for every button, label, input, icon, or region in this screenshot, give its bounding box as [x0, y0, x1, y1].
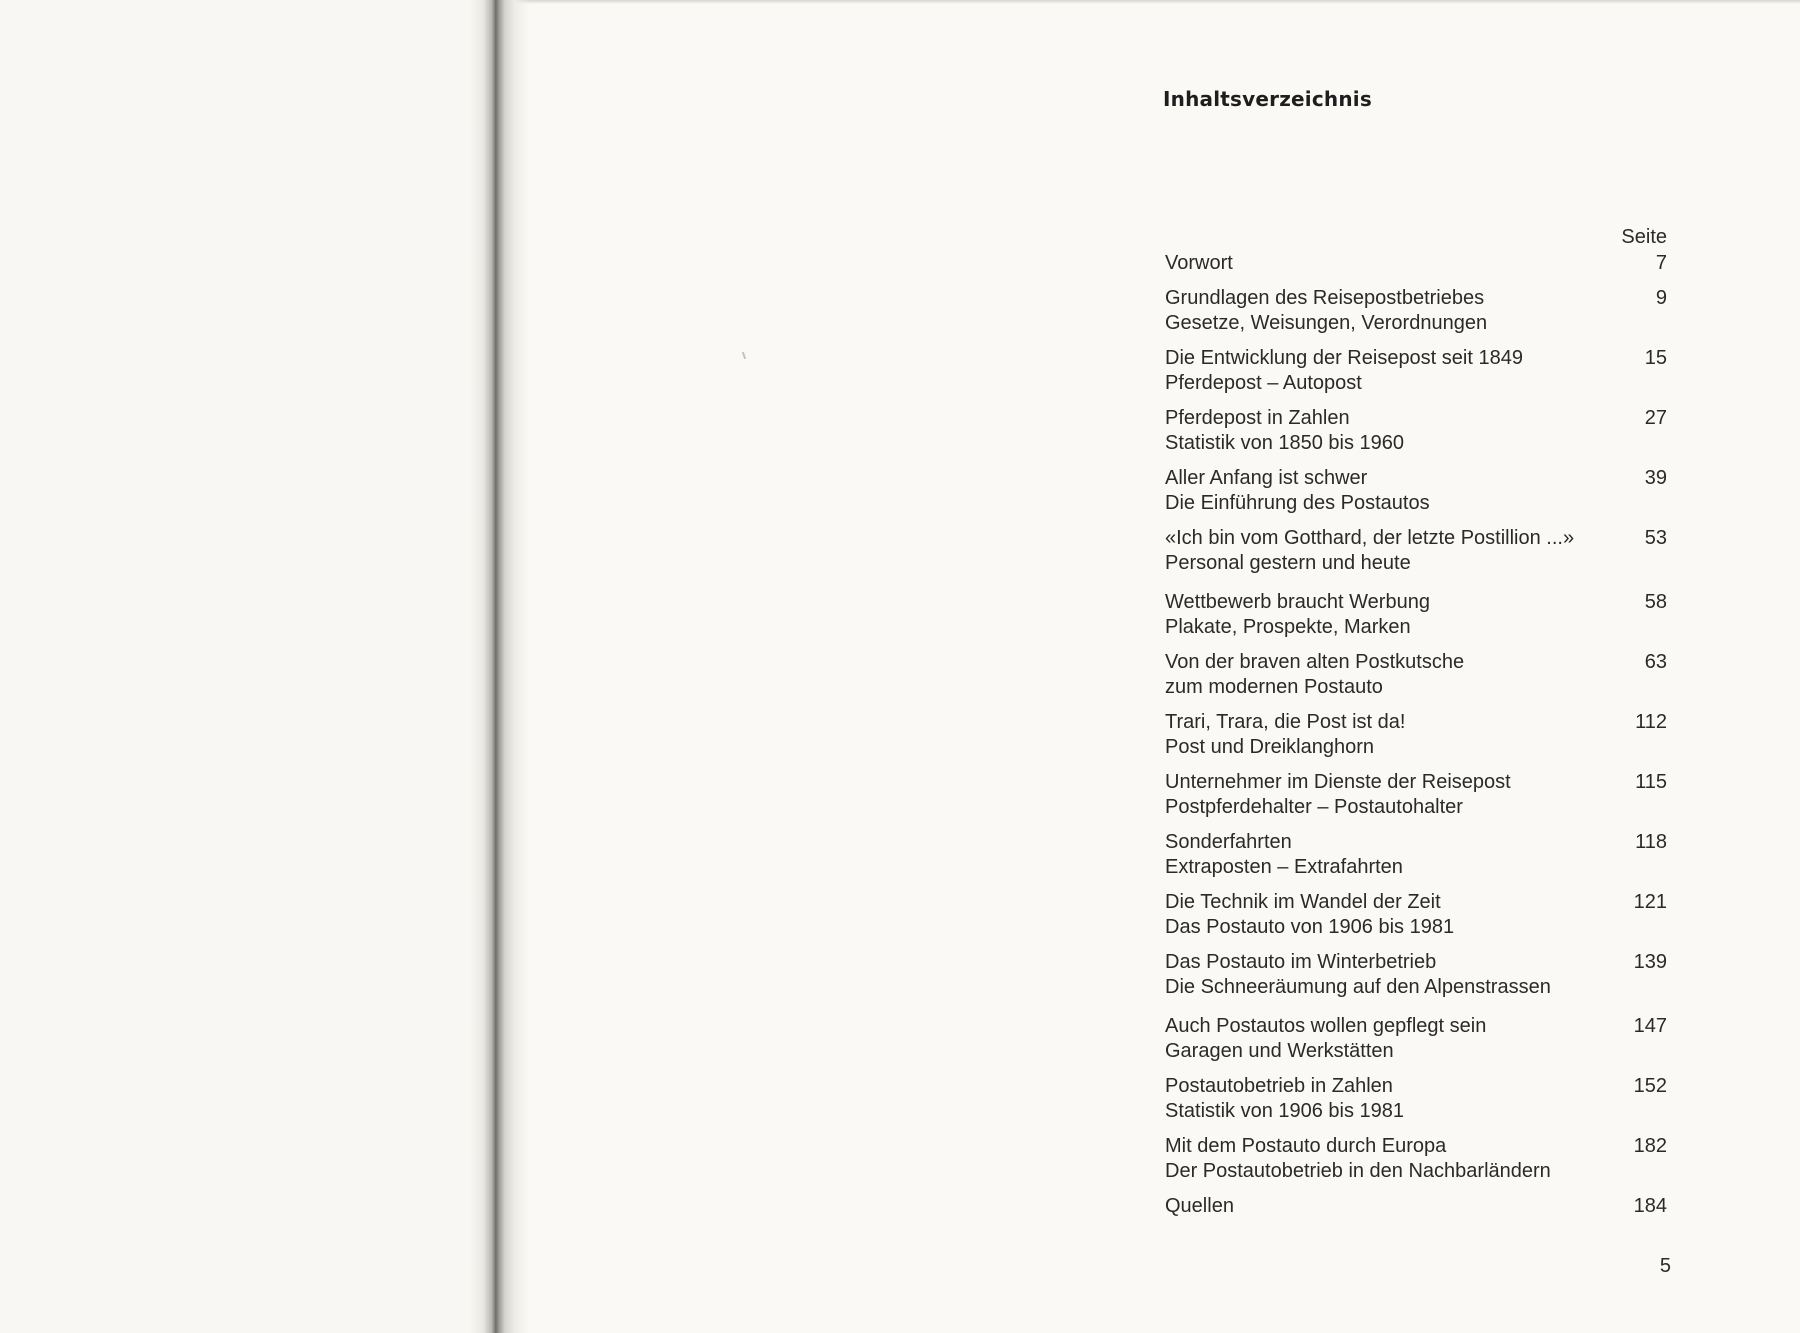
toc-entry: [1165, 710, 1667, 770]
toc-entry-title: Auch Postautos wollen gepflegt sein: [1165, 1015, 1487, 1037]
toc-entry: [1165, 466, 1667, 526]
toc-entry-subtitle: Postpferdehalter – Postautohalter: [1165, 796, 1463, 818]
toc-entry-title: Pferdepost in Zahlen: [1165, 407, 1350, 429]
toc-entry: [1165, 650, 1667, 710]
book-gutter: [470, 0, 530, 1333]
toc-entry-subtitle: Die Einführung des Postautos: [1165, 492, 1430, 514]
toc-entry-page: 58: [1644, 591, 1667, 613]
toc-entry: [1165, 1014, 1667, 1074]
toc-entry-page: 9: [1655, 287, 1667, 309]
toc-list: [1165, 251, 1667, 1224]
toc-entry-title: Das Postauto im Winterbetrieb: [1165, 951, 1437, 973]
toc-entry-title: Quellen: [1165, 1195, 1234, 1217]
toc-entry-page: 118: [1635, 831, 1667, 853]
toc-entry-title: Sonderfahrten: [1165, 831, 1292, 853]
toc-entry: [1165, 286, 1667, 346]
toc-heading: Inhaltsverzeichnis: [1163, 87, 1372, 111]
toc-entry: [1165, 346, 1667, 406]
page-number: 5: [1659, 1255, 1671, 1277]
toc-entry: [1165, 406, 1667, 466]
toc-entry-title: Die Technik im Wandel der Zeit: [1165, 891, 1441, 913]
toc-entry-title: Unternehmer im Dienste der Reisepost: [1165, 771, 1511, 793]
toc-entry-page: 152: [1633, 1075, 1667, 1097]
toc-entry-page: 7: [1655, 252, 1667, 274]
toc-entry-page: 112: [1635, 711, 1667, 733]
left-page-blank: [0, 0, 496, 1333]
toc-entry: [1165, 1194, 1667, 1224]
toc-entry: [1165, 770, 1667, 830]
toc-entry-subtitle: Statistik von 1906 bis 1981: [1165, 1100, 1405, 1122]
toc-entry-title: Wettbewerb braucht Werbung: [1165, 591, 1430, 613]
toc-entry-title: «Ich bin vom Gotthard, der letzte Postillion ...»: [1165, 527, 1575, 549]
toc-entry-title: Von der braven alten Postkutsche: [1165, 651, 1465, 673]
toc-entry-page: 15: [1644, 347, 1667, 369]
toc-entry-subtitle: Gesetze, Weisungen, Verordnungen: [1165, 312, 1488, 334]
toc-entry: [1165, 526, 1667, 590]
toc-entry-subtitle: zum modernen Postauto: [1165, 676, 1383, 698]
toc-entry-page: 63: [1644, 651, 1667, 673]
toc-entry-title: Postautobetrieb in Zahlen: [1165, 1075, 1393, 1097]
toc-entry-page: 27: [1644, 407, 1667, 429]
toc-entry-subtitle: Post und Dreiklanghorn: [1165, 736, 1375, 758]
toc-entry-subtitle: Garagen und Werkstätten: [1165, 1040, 1394, 1062]
toc-entry: [1165, 1134, 1667, 1194]
toc-entry-page: 147: [1633, 1015, 1667, 1037]
toc-entry-title: Die Entwicklung der Reisepost seit 1849: [1165, 347, 1523, 369]
toc-entry-page: 53: [1644, 527, 1667, 549]
toc-entry-subtitle: Statistik von 1850 bis 1960: [1165, 432, 1405, 454]
toc-entry-page: 182: [1633, 1135, 1667, 1157]
toc-entry-subtitle: Pferdepost – Autopost: [1165, 372, 1362, 394]
toc-entry: [1165, 1074, 1667, 1134]
toc-entry: [1165, 830, 1667, 890]
toc-entry-subtitle: Die Schneeräumung auf den Alpenstrassen: [1165, 976, 1551, 998]
toc-entry: [1165, 251, 1667, 286]
toc-entry-page: 184: [1633, 1195, 1667, 1217]
toc-entry-title: Vorwort: [1165, 252, 1233, 274]
toc-entry-subtitle: Der Postautobetrieb in den Nachbarländern: [1165, 1160, 1551, 1182]
toc-entry-subtitle: Personal gestern und heute: [1165, 552, 1411, 574]
toc-entry-subtitle: Plakate, Prospekte, Marken: [1165, 616, 1411, 638]
toc-entry-page: 139: [1633, 951, 1667, 973]
toc-entry-page: 121: [1633, 891, 1667, 913]
toc-entry: [1165, 590, 1667, 650]
toc-entry-page: 115: [1635, 771, 1667, 793]
toc-entry-title: Grundlagen des Reisepostbetriebes: [1165, 287, 1485, 309]
toc-entry: [1165, 890, 1667, 950]
toc-entry-subtitle: Das Postauto von 1906 bis 1981: [1165, 916, 1455, 938]
toc-entry-page: 39: [1644, 467, 1667, 489]
toc-entry-title: Trari, Trara, die Post ist da!: [1165, 711, 1406, 733]
toc-entry-title: Aller Anfang ist schwer: [1165, 467, 1368, 489]
toc-entry: [1165, 950, 1667, 1014]
toc-entry-title: Mit dem Postauto durch Europa: [1165, 1135, 1447, 1157]
toc-entry-subtitle: Extraposten – Extrafahrten: [1165, 856, 1403, 878]
page-column-label: Seite: [1621, 226, 1667, 248]
